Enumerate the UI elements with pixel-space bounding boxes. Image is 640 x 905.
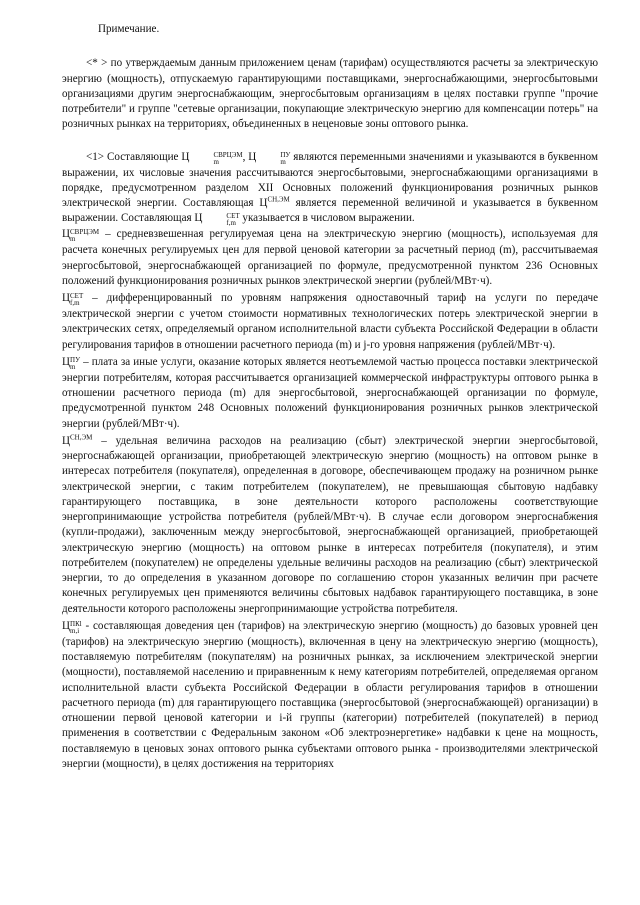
- symbol-ts-pkl: Ц ПКl m,i: [62, 619, 82, 635]
- note-star-paragraph: [62, 56, 598, 132]
- definition-srvtsem: Ц СВРЦЭМ m – средневзвешенная регулируемая цена на электрическую энергию (мощность), используемая для расчета конечных регулируемых цен для первой ценовой категории за расчетный период (m), рассчитываемая энергосбытовой, энергоснабжающей организацией по формуле, предусмотренной пунктом 236 Основных положений функционирования розничных рынков электрической энергии (рублей/МВт·ч).: [62, 228, 598, 287]
- symbol-ts-snem: $Ц^{СН,ЭМ}$: [62, 433, 93, 447]
- note-star-marker: <* >: [86, 57, 108, 70]
- note-1-paragraph: <1> Составляющие Ц СВРЦЭМ m , Ц ПУ m являются переменными значениями и указываются в буквенном выражении, их числовые значения рассчитываются энергосбытовыми, энергоснабжающими организациями в порядке, предусмотренном разделом XII Основных положений функционирования розничных рынков электрической энергии. Составляющая $Ц^{СН,ЭМ}$ является переменной величиной и указывается в буквенном выражении. Составляющая Ц СЕТ f,m указывается в числовом выражении.: [62, 150, 599, 228]
- symbol-ts-pu: Ц ПУ m: [248, 150, 291, 166]
- symbol-ts-srvtsem: Ц СВРЦЭМ m: [62, 228, 100, 244]
- definition-snem: $Ц^{СН,ЭМ}$ – удельная величина расходов на реализацию (сбыт) электрической энергии энергосбытовой, энергоснабжающей организации, приобретающей электрическую энергию (мощность) на оптовом рынке в интересах потребителя (покупателя), определенная в договоре, обеспечивающем продажу на розничном рынке электрической энергии, с таким потребителем (покупателем), не превышающая сбытовую надбавку гарантирующего поставщика, в зоне деятельности которого расположены соответствующие энергопринимающие устройства потребителя (рублей/МВт·ч). В случае если договором энергоснабжения (купли-продажи), заключенным между энергосбытовой, энергоснабжающей организацией, приобретающей электрическую энергию (мощность) на оптовом рынке в интересах потребителя (покупателя), и этим потребителем (покупателем) не определены удельные величины расходов на реализацию (сбыт) электрической энергии, то до определения в указанном договоре по соглашению сторон указанных величин при расчете конечных регулируемых цен применяются величины сбытовых надбавок гарантирующего поставщика, в зоне деятельности которого расположены энергопринимающие устройства потребителя.: [62, 433, 598, 615]
- symbol-ts-snem: $Ц^{СН,ЭМ}$: [259, 195, 290, 209]
- definition-set: Ц СЕТ f,m – дифференцированный по уровням напряжения одноставочный тариф на услуги по передаче электрической энергии с учетом стоимости нормативных технологических потерь электрической энергии в электрических сетях, определяемый органом исполнительной власти субъекта Российской Федерации в области регулирования тарифов в отношении расчетного периода (m) и j-го уровня напряжения (рублей/МВт·ч).: [62, 292, 598, 351]
- symbol-ts-pu: Ц ПУ m: [62, 355, 81, 371]
- symbol-ts-set: Ц СЕТ f,m: [62, 292, 84, 307]
- document-page: [62, 22, 598, 772]
- note-star-text: по утверждаемым данным приложением ценам (тарифам) осуществляются расчеты за электрическую энергию (мощность), отпускаемую гарантирующими поставщиками, энергоснабжающими, энергосбытовыми организациями другим энергоснабжающим, энергосбытовым организациям в целях поставки группе "прочие потребители" и группе "сетевые организации, покупающие электрическую энергию для компенсации потерь" на розничных рынках на территориях, объединенных в неценовые зоны оптового рынка.: [62, 57, 598, 131]
- symbol-ts-set: Ц СЕТ f,m: [194, 212, 240, 228]
- definition-pu: Ц ПУ m – плата за иные услуги, оказание которых является неотъемлемой частью процесса поставки электрической энергии потребителям, которая рассчитывается организацией коммерческой инфраструктуры оптового рынка в отношении расчетного периода (m) для энергосбытовой, энергоснабжающей организации по формуле, предусмотренной пунктом 248 Основных положений функционирования розничных рынков электрической энергии (рублей/МВт·ч).: [62, 355, 598, 430]
- symbol-ts-srvtsem: Ц СВРЦЭМ m: [181, 150, 243, 166]
- note-1-marker: <1>: [86, 150, 105, 163]
- note-heading: Примечание.: [98, 23, 160, 35]
- definition-pkl: Ц ПКl m,i - составляющая доведения цен (тарифов) на электрическую энергию (мощность) до базовых уровней цен (тарифов) на электрическую энергию (мощность), включенная в цену на электрическую энергию (мощность), поставляемую потребителям (покупателям) на розничных рынках, за исключением электрической энергии (мощности), поставляемой населению и приравненным к нему категориям потребителей, определяемая органом исполнительной власти субъекта Российской Федерации в области регулирования тарифов в отношении расчетного периода (m) для гарантирующего поставщика (энергосбытовой (энергоснабжающей) организации) в отношении первой ценовой категории и i-й группы (категории) потребителей (покупателей) в период применения в соответствии с Федеральным законом «Об электроэнергетике» надбавки к цене на мощность, поставляемую в ценовых зонах оптового рынка субъектами оптового рынка - производителями электрической энергии (мощности), в целях достижения на территориях: [62, 619, 598, 770]
